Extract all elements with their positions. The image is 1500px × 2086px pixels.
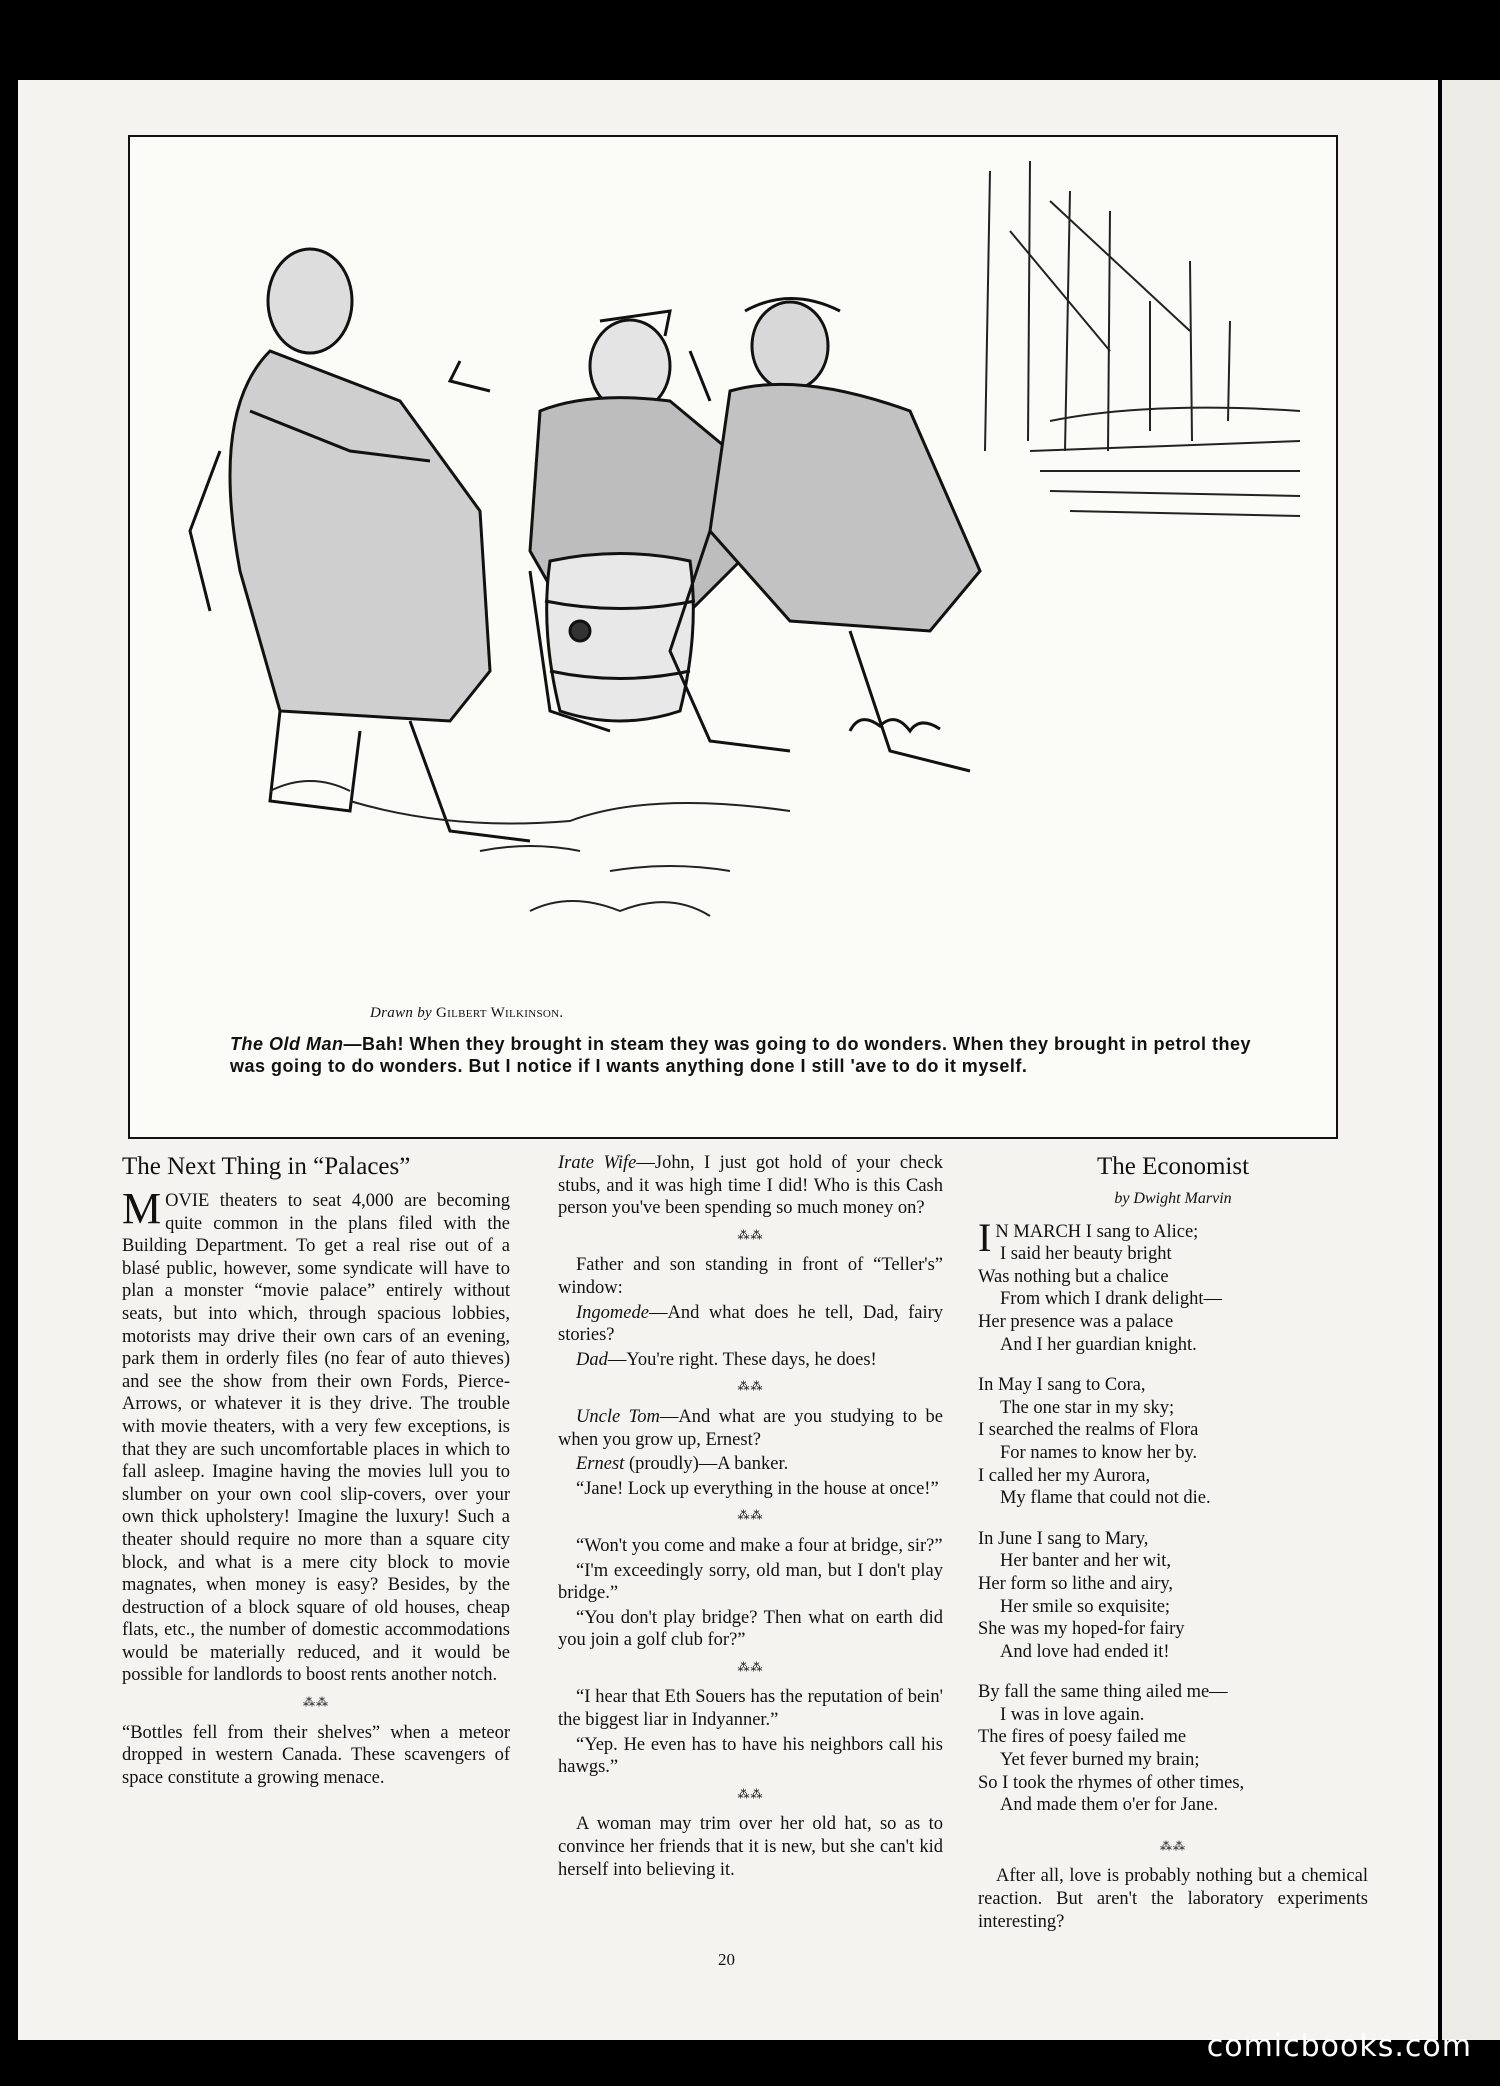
cartoon-illustration [150,151,1316,1001]
joke-line [558,1453,943,1476]
joke-text: —You're right. These days, he does! [607,1349,877,1370]
joke-line [558,1349,943,1372]
joke-line: “I'm exceedingly sorry, old man, but I don't play bridge.” [558,1560,943,1604]
poem-line: Was nothing but a chalice [978,1266,1169,1287]
poem-stanza-3 [978,1528,1368,1664]
joke-line: A woman may trim over her old hat, so as to convince her friends that it is new, but she can't kid herself into believing it. [558,1814,943,1880]
poem-line: I said her beauty bright [1000,1244,1172,1265]
credit-artist: Gilbert Wilkinson. [436,1005,564,1021]
caption-text: —Bah! When they brought in steam they was going to do wonders. When they brought in petrol they was going to do wonders. But I notice if I wants anything done I still 'ave to do it myself. [230,1034,1252,1076]
cartoon-frame [128,135,1338,1139]
poem-line: She was my hoped-for fairy [978,1619,1185,1640]
poem-line: The fires of poesy failed me [978,1727,1187,1748]
ornament-divider: ⁂⁂ [737,1379,764,1394]
poem-stanza-1 [978,1214,1368,1357]
meteor-paragraph: “Bottles fell from their shelves” when a meteor dropped in western Canada. These scavengers of space constitute a growing menace. [122,1722,510,1788]
column-poem [978,1152,1368,1935]
poem-line: Her smile so exquisite; [1000,1596,1171,1617]
drop-cap: I [978,1214,992,1260]
site-watermark: comicbooks.com [1206,2029,1472,2064]
joke-text: —And what does he tell, Dad, fairy stories? [558,1302,943,1346]
ornament-divider: ⁂⁂ [737,1786,764,1801]
joke-speaker: Ernest [576,1454,625,1475]
article-headline: The Next Thing in “Palaces” [122,1153,411,1180]
joke-text: —John, I just got hold of your check stubs, and it was high time I did! Who is this Cash person you've been spending so much money on? [558,1153,944,1219]
joke-text: (proudly)—A banker. [624,1454,789,1475]
closing-paragraph: After all, love is probably nothing but a chemical reaction. But aren't the laboratory experiments interesting? [978,1866,1368,1932]
poem-line: And I her guardian knight. [1000,1334,1197,1355]
joke-line: “You don't play bridge? Then what on earth did you join a golf club for?” [558,1607,943,1651]
barrel-drawing [545,554,695,722]
joke-text: —And what are you studying to be when you grow up, Ernest? [558,1406,943,1450]
poem-byline: by Dwight Marvin [1114,1190,1232,1207]
poem-stanza-4 [978,1681,1368,1817]
poem-stanza-2 [978,1374,1368,1510]
drop-cap: M [122,1184,162,1233]
ground-rocks [270,781,790,916]
poem-line-text: N MARCH I sang to Alice; [995,1221,1199,1242]
joke-speaker: Ingomede [576,1302,649,1323]
joke-speaker: Irate Wife [558,1153,637,1173]
ornament-divider: ⁂⁂ [737,1508,764,1523]
joke-item [558,1152,943,1220]
ornament-divider: ⁂⁂ [737,1227,764,1242]
ornament-divider: ⁂⁂ [303,1695,329,1710]
poem-line: Her presence was a palace [978,1311,1174,1332]
column-jokes [558,1152,943,1883]
adjacent-page-edge [1442,80,1500,2040]
illustration-credit [370,1005,563,1022]
joke-line [558,1302,943,1347]
poem-line: I was in love again. [1000,1704,1145,1725]
credit-prefix: Drawn by [370,1005,432,1021]
poem-line: I called her my Aurora, [978,1465,1151,1486]
article-body [122,1184,510,1687]
ornament-divider: ⁂⁂ [1160,1838,1186,1853]
caption-speaker: The Old Man [230,1034,344,1054]
joke-intro: Father and son standing in front of “Teller's” window: [558,1255,943,1298]
poem-line: For names to know her by. [1000,1442,1198,1463]
poem-line: And love had ended it! [1000,1641,1170,1662]
poem-line: Her form so lithe and airy, [978,1573,1174,1594]
poem-line: In June I sang to Mary, [978,1528,1149,1549]
joke-speaker: Dad [576,1349,608,1370]
joke-line: “I hear that Eth Souers has the reputation of bein' the biggest liar in Indyanner.” [558,1687,943,1731]
poem-line: The one star in my sky; [1000,1397,1175,1418]
joke-line [558,1406,943,1451]
lead-caps: OVIE [165,1191,210,1211]
ship-masts-drawing [985,161,1300,516]
poem-line: So I took the rhymes of other times, [978,1772,1245,1793]
joke-speaker: Uncle Tom [576,1406,660,1427]
joke-line: “Jane! Lock up everything in the house at once!” [576,1478,939,1499]
poem-line: In May I sang to Cora, [978,1375,1146,1396]
poem-line: Yet fever burned my brain; [1000,1750,1200,1771]
article-text: theaters to seat 4,000 are becoming quite common in the plans filed with the Building Department. To get a real rise out of a blasé public, however, some syndicate will have to plan a monster “movie palace” entirely without seats, but into which, through spacious lobbies, motorists may drive their own cars of an evening, park them in orderly files (no fear of auto thieves) and see the show from their own Fords, Pierce-Arrows, or whatever it is they drive. The trouble with movie theaters, with a very few exceptions, is that they are such uncomfortable places in which to fall asleep. Imagine having the movies lull you to slumber on your own cool slip-covers, over your own thick upholstery! Imagine the luxury! Such a theater should require no more than a square city block, and what is a mere city block to movie magnates, when money is easy? Besides, by the destruction of a block square of old houses, cheap flats, etc., the number of domestic accommodations would be materially reduced, and it would be possible for landlords to boost rents another notch. [122,1191,510,1686]
poem-line: I searched the realms of Flora [978,1420,1199,1441]
poem-line: And made them o'er for Jane. [1000,1795,1219,1816]
artist-signature-drawing [850,720,940,731]
poem-line: Her banter and her wit, [1000,1551,1172,1572]
poem-line: My flame that could not die. [1000,1488,1211,1509]
poem-line: By fall the same thing ailed me— [978,1682,1228,1703]
ornament-divider: ⁂⁂ [737,1659,764,1674]
joke-line: “Won't you come and make a four at bridge, sir?” [576,1535,943,1556]
old-man-figure [190,249,530,841]
illustration-caption [230,1033,1260,1077]
joke-line: “Yep. He even has to have his neighbors call his hawgs.” [558,1734,943,1778]
column-palaces [122,1152,510,1791]
page-number: 20 [718,1950,735,1969]
poem-line: From which I drank delight— [1000,1289,1222,1310]
poem-body [978,1214,1368,1817]
poem-title: The Economist [1096,1153,1250,1180]
seaman-figure [670,299,980,772]
magazine-page [18,80,1438,2040]
